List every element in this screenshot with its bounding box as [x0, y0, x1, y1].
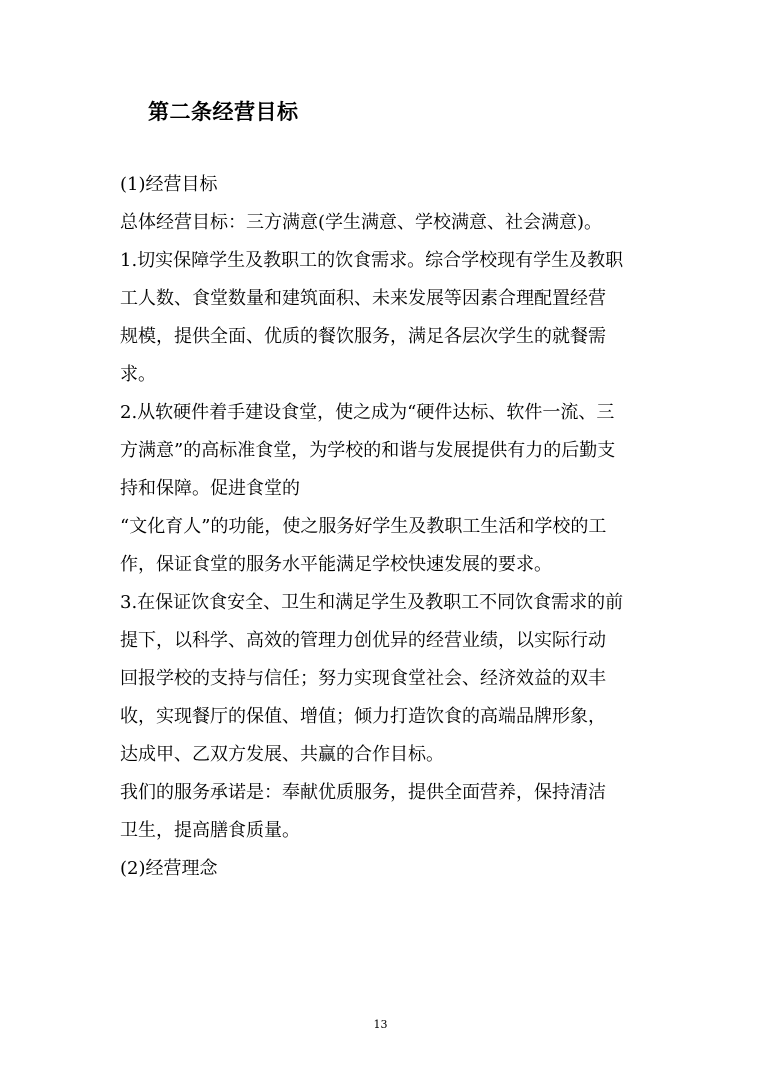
text-line: 持和保障。促进食堂的 [120, 478, 300, 499]
page-number: 13 [373, 1018, 388, 1031]
text-line: 1.切实保障学生及教职工的饮食需求。综合学校现有学生及教职 [120, 250, 624, 271]
text-line: “文化育人”的功能，使之服务好学生及教职工生活和学校的工 [120, 516, 607, 537]
text-line: 规模，提供全面、优质的餐饮服务，满足各层次学生的就餐需 [120, 326, 606, 347]
text-line: 方满意”的高标准食堂，为学校的和谐与发展提供有力的后勤支 [120, 440, 616, 461]
text-line: 总体经营目标：三方满意(学生满意、学校满意、社会满意)。 [120, 212, 603, 233]
text-line: 作，保证食堂的服务水平能满足学校快速发展的要求。 [120, 554, 552, 575]
body-text [120, 166, 640, 888]
text-line: 卫生，提高膳食质量。 [120, 820, 300, 841]
text-line: 3.在保证饮食安全、卫生和满足学生及教职工不同饮食需求的前 [120, 592, 624, 613]
text-line: 提下，以科学、高效的管理力创优异的经营业绩，以实际行动 [120, 630, 606, 651]
text-line: 求。 [120, 364, 156, 385]
text-line: 回报学校的支持与信任；努力实现食堂社会、经济效益的双丰 [120, 668, 606, 689]
text-line: (1)经营目标 [120, 174, 218, 195]
text-line: (2)经营理念 [120, 858, 218, 879]
text-line: 我们的服务承诺是：奉献优质服务，提供全面营养，保持清洁 [120, 782, 606, 803]
text-line: 工人数、食堂数量和建筑面积、未来发展等因素合理配置经营 [120, 288, 606, 309]
text-line: 收，实现餐厅的保值、增值；倾力打造饮食的高端品牌形象， [120, 706, 606, 727]
text-line: 达成甲、乙双方发展、共赢的合作目标。 [120, 744, 444, 765]
section-heading: 第二条经营目标 [148, 99, 299, 124]
text-line: 2.从软硬件着手建设食堂，使之成为“硬件达标、软件一流、三 [120, 402, 615, 423]
